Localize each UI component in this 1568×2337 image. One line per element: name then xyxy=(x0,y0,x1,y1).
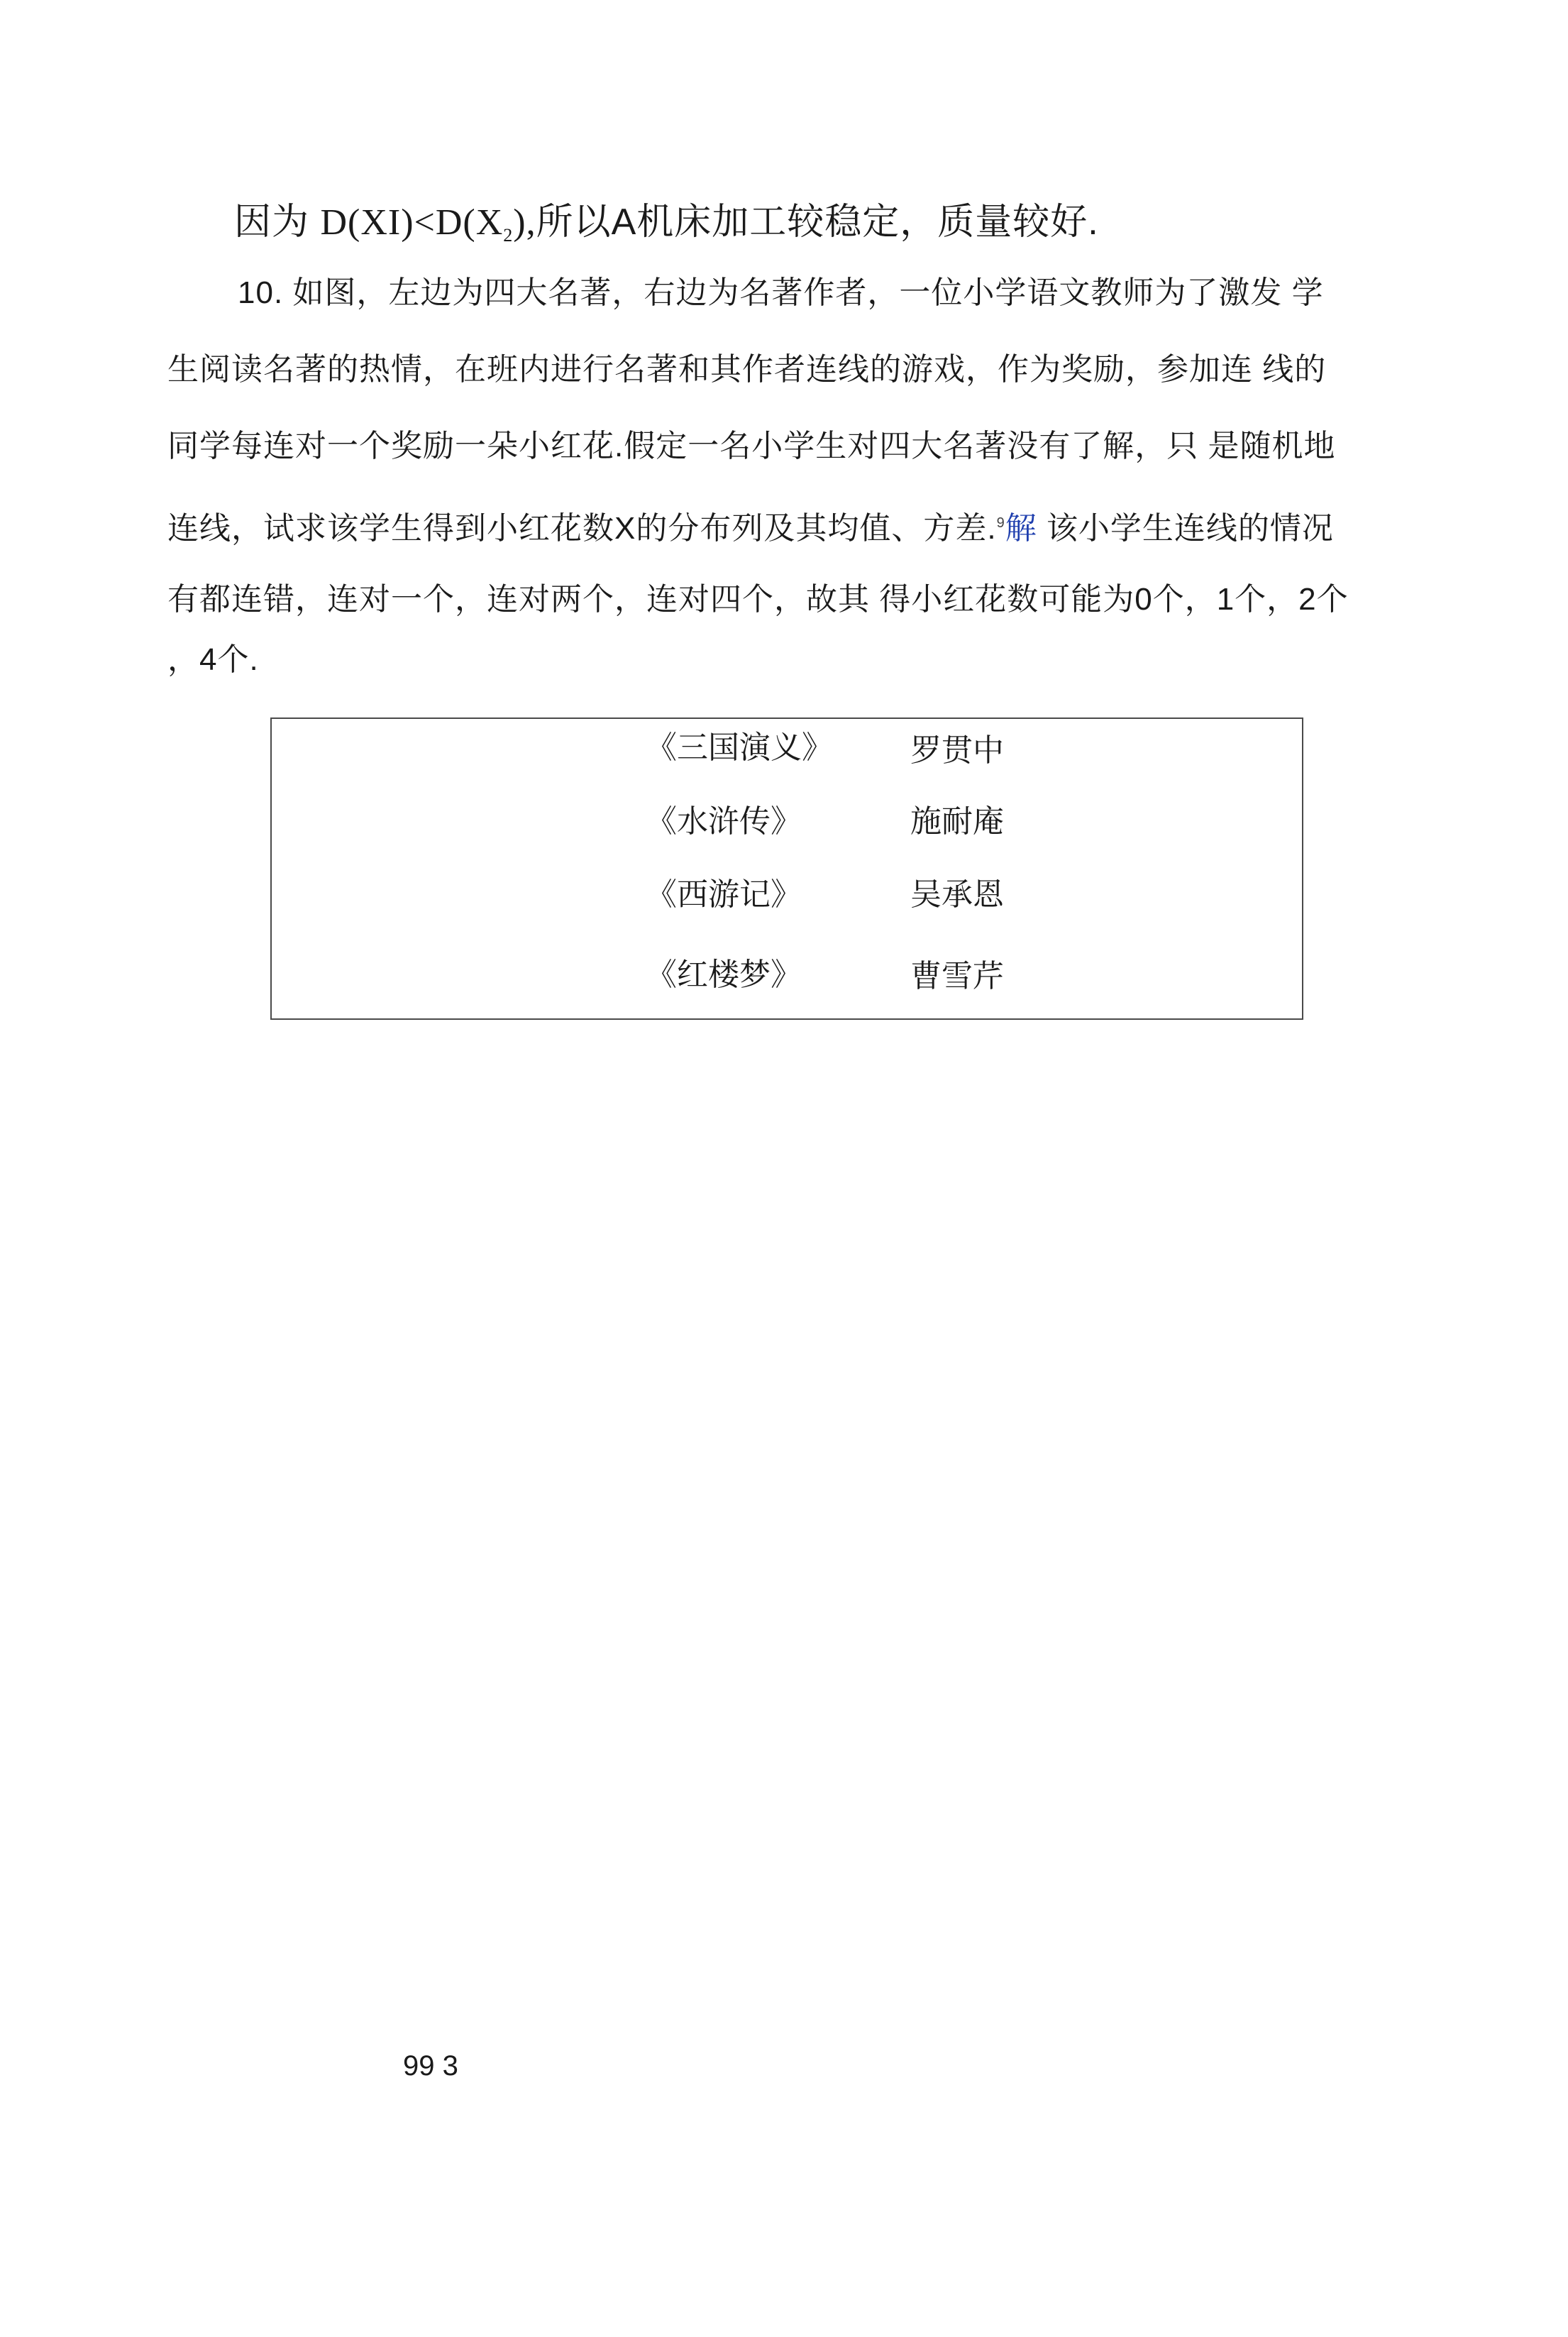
book-cell: 《三国演义》 xyxy=(646,730,833,765)
problem-line-4-text: 连线，试求该学生得到小红花数X的分布列及其均值、方差. xyxy=(167,511,997,546)
problem-line-1: 10. 如图，左边为四大名著，右边为名著作者，一位小学语文教师为了激发 学 xyxy=(238,275,1324,310)
problem-line-5: 有都连错，连对一个，连对两个，连对四个，故其 得小红花数可能为0个，1个，2个 xyxy=(167,582,1349,617)
conclusion-suffix: 所以A机床加工较稳定，质量较好. xyxy=(536,202,1099,243)
problem-line-3: 同学每连对一个奖励一朵小红花.假定一名小学生对四大名著没有了解，只 是随机地 xyxy=(167,429,1336,463)
variance-expression: $D(XI)<D(X_2)$, xyxy=(320,202,536,246)
author-cell: 施耐庵 xyxy=(910,804,1004,839)
books-authors-table xyxy=(270,717,1303,1020)
author-cell: 罗贯中 xyxy=(910,733,1004,768)
problem-line-4 xyxy=(167,502,1334,550)
book-cell: 《西游记》 xyxy=(646,877,802,912)
book-cell: 《水浒传》 xyxy=(646,804,802,839)
problem-line-2: 生阅读名著的热情，在班内进行名著和其作者连线的游戏，作为奖励，参加连 线的 xyxy=(167,352,1327,387)
problem-line-6: ，4个. xyxy=(167,642,259,677)
conclusion-prefix: 因为 xyxy=(234,202,321,243)
book-cell: 《红楼梦》 xyxy=(646,957,802,992)
variance-conclusion xyxy=(234,197,1099,260)
author-cell: 曹雪芹 xyxy=(910,959,1004,994)
problem-line-4-suffix: 该小学生连线的情况 xyxy=(1037,511,1334,546)
page-number: 99 3 xyxy=(403,2050,458,2082)
author-cell: 吴承恩 xyxy=(910,877,1004,912)
solution-label: 解 xyxy=(1005,511,1037,546)
footnote-mark: 9 xyxy=(996,515,1005,531)
